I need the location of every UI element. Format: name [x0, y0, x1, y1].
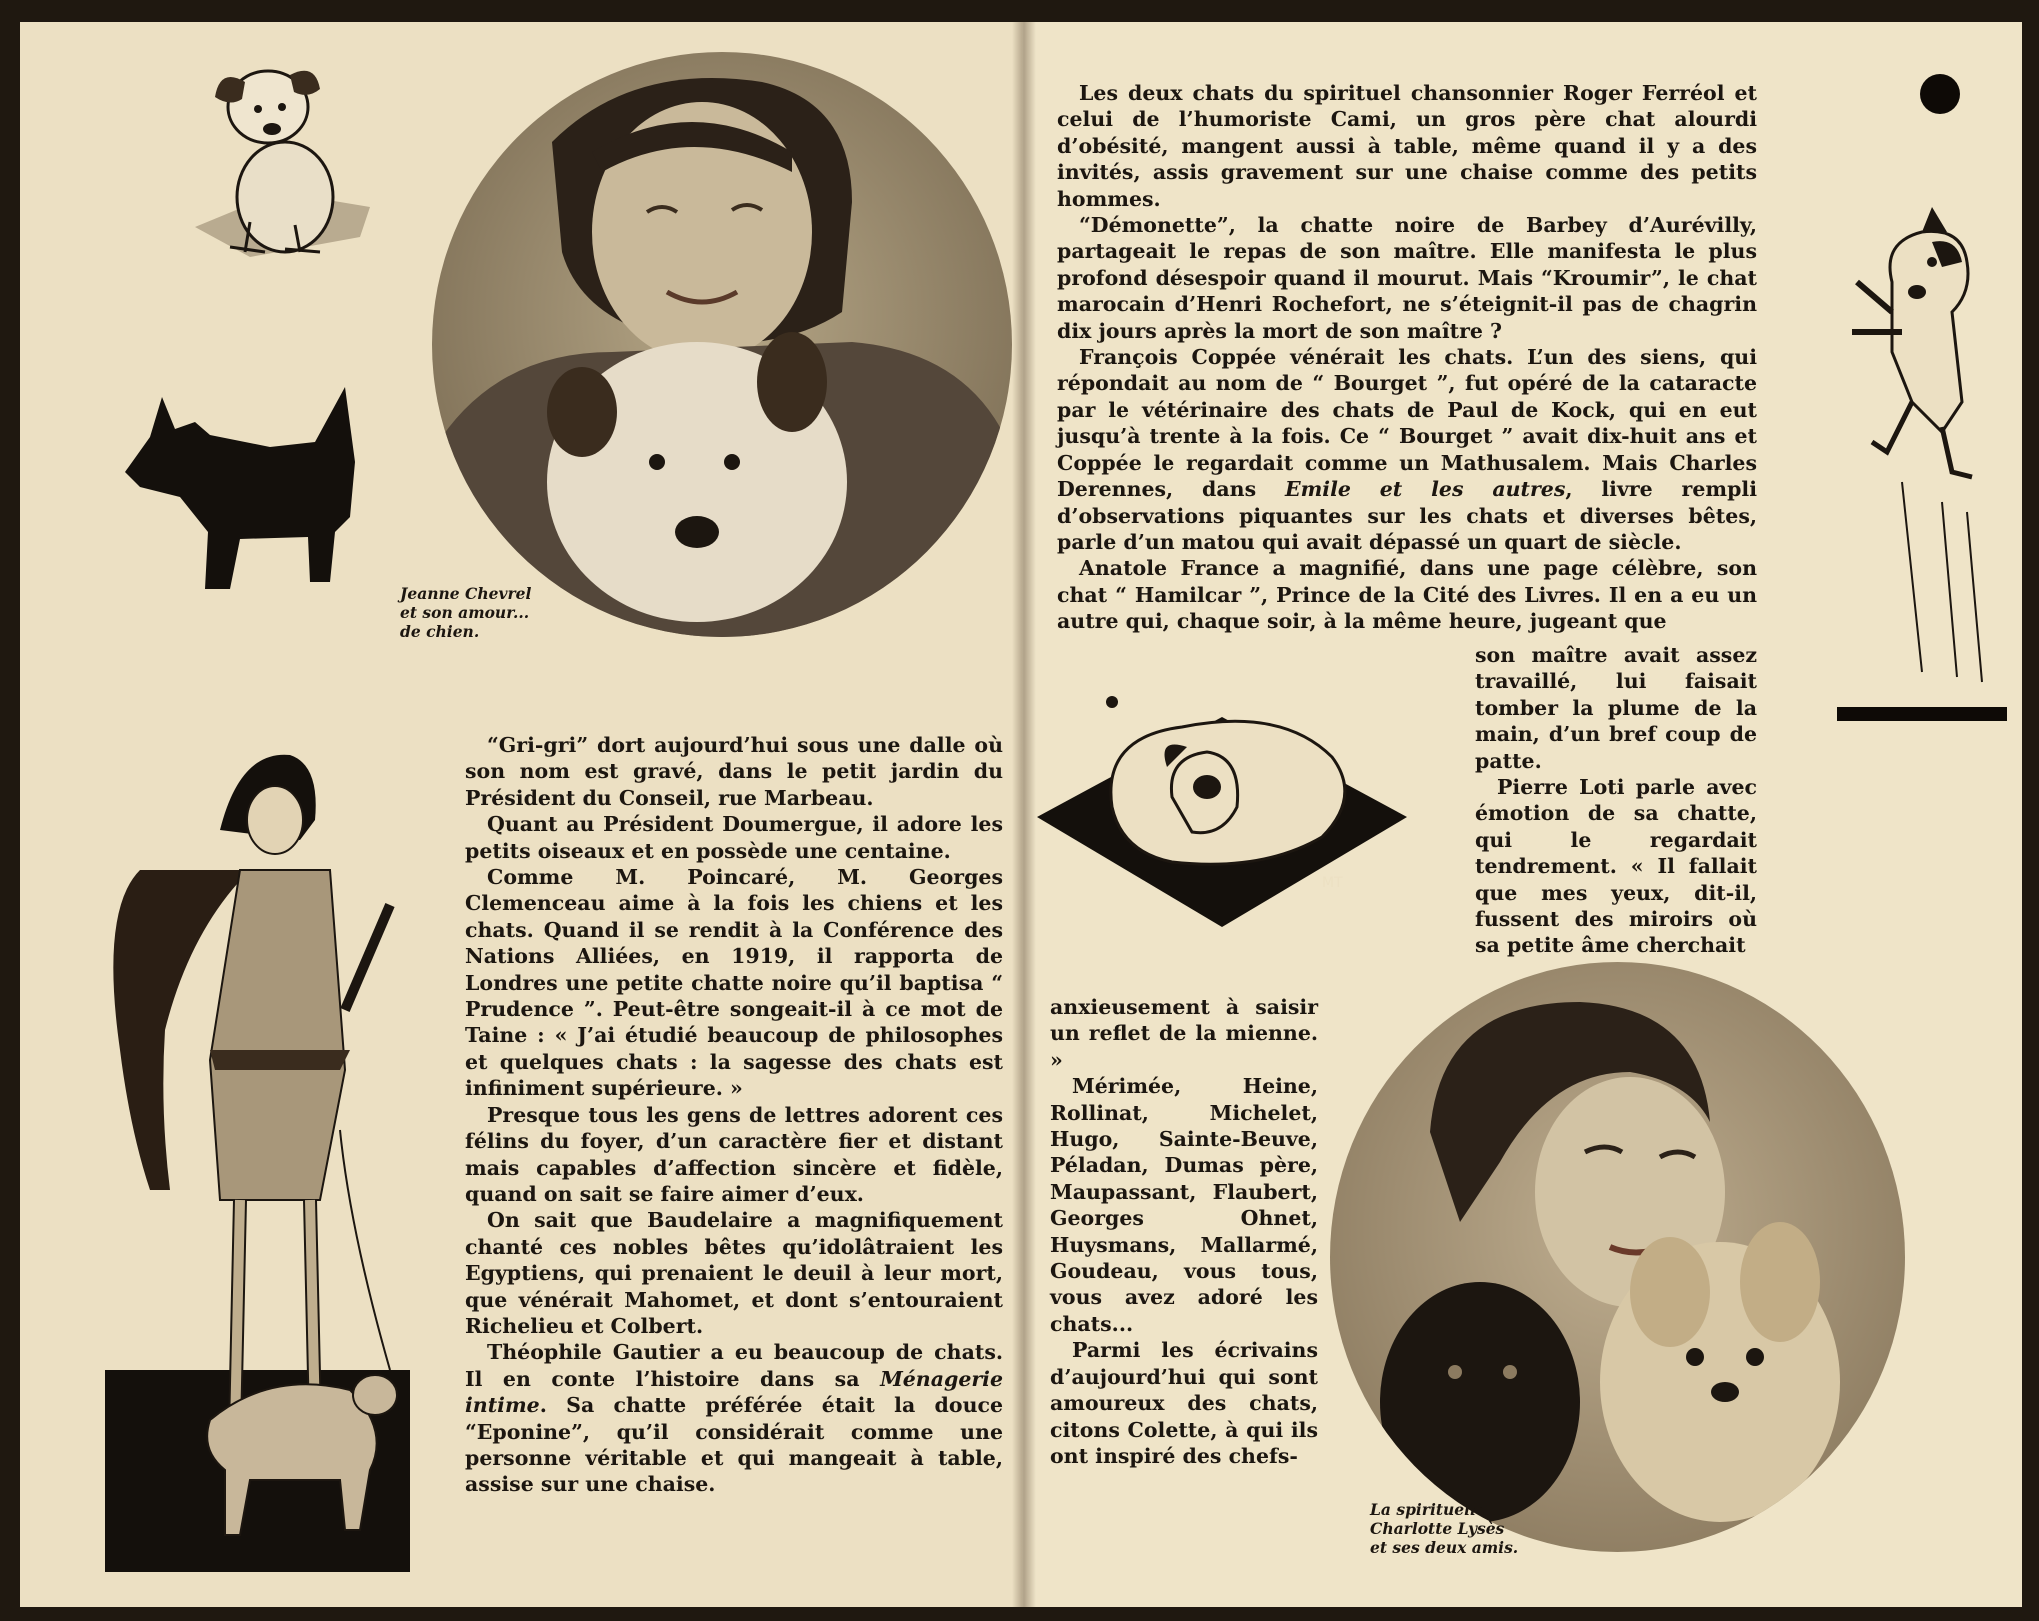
right-article-top [1057, 80, 1757, 635]
paragraph-loti-cont: anxieusement à saisir un reflet de la mienne. » [1050, 995, 1318, 1072]
jeanne-chevrel-photo [432, 52, 1012, 637]
svg-text:MT: MT [1322, 875, 1343, 891]
paragraph-ferreol: Les deux chats du spirituel chansonnier Roger Ferréol et celui de l’humoriste Cami, un gros père chat alourdi d’obésité, mangent aussi à table, même quand il y a des invités, assis gravement sur une chaise comme des petits hommes. [1057, 81, 1757, 211]
paragraph-anatole-cont: son maître avait assez travaillé, lui faisait tomber la plume de la main, d’un bref coup de patte. [1475, 643, 1757, 773]
page-bullet-dot [1920, 74, 1960, 114]
paragraph-ecrivains-list: Mérimée, Heine, Rollinat, Michelet, Hugo, Sainte-Beuve, Péladan, Dumas père, Maupassant, Flaubert, Georges Ohnet, Huysmans, Mallarmé, Goudeau, vous tous, vous avez adoré les chats... [1050, 1074, 1318, 1336]
scottie-dog-silhouette [120, 367, 370, 607]
paragraph-coppee: François Coppée vénérait les chats. L’un des siens, qui répondait au nom de “ Bourget ”, fut opéré de la cataracte par le vétérinaire des chats de Paul de Kock, qui en eut jusqu’à trente à la fois. Ce “ Bourget ” avait dix-huit ans et Coppée le regardait comme un Mathusalem. Mais Charles Derennes, dans Emile et les autres, livre rempli d’observations piquantes sur les chats et diverses bêtes, parle d’un matou qui avait dépassé un quart de siècle. [1057, 345, 1758, 554]
jumping-dog-illustration [1832, 202, 2012, 722]
paragraph-loti: Pierre Loti parle avec émotion de sa chatte, qui le regardait tendrement. « Il fallait que mes yeux, dit-il, fussent des miroirs où sa petite âme cherchait [1475, 775, 1757, 958]
paragraph-doumergue: Quant au Président Doumergue, il adore les petits oiseaux et en possède une centaine. [465, 812, 1003, 863]
paragraph-gens-de-lettres: Presque tous les gens de lettres adorent ces félins du foyer, d’un caractère fier et distant mais capables d’affection sincère et fidèle, quand on sait se faire aimer d’eux. [465, 1102, 1003, 1206]
paragraph-gri-gri: “Gri-gri” dort aujourd’hui sous une dalle où son nom est gravé, dans le petit jardin du Président du Conseil, rue Marbeau. [465, 733, 1003, 810]
right-bottom-column [1050, 994, 1318, 1469]
paragraph-demonette: “Démonette”, la chatte noire de Barbey d’Aurévilly, partageait le repas de son maître. Elle manifesta le plus profond désespoir quand il mourut. Mais “Kroumir”, le chat marocain d’Henri Rochefort, ne s’éteignit-il pas de chagrin dix jours après la mort de son maître ? [1057, 213, 1757, 343]
right-narrow-column [1475, 642, 1757, 959]
paragraph-colette: Parmi les écrivains d’aujourd’hui qui sont amoureux des chats, citons Colette, à qui ils ont inspiré des chefs- [1050, 1338, 1318, 1468]
sleeping-dog-on-cushion-illustration [1022, 677, 1422, 937]
paragraph-gautier: Théophile Gautier a eu beaucoup de chats. Il en conte l’histoire dans sa Ménagerie intime. Sa chatte préférée était la douce “Eponine”, qu’il considérait comme une personne véritable et qui mangeait à table, assise sur une chaise. [465, 1340, 1003, 1497]
paragraph-anatole-france: Anatole France a magnifié, dans une page célèbre, son chat “ Hamilcar ”, Prince de la Cité des Livres. Il en a eu un autre qui, chaque soir, à la même heure, jugeant que [1057, 556, 1757, 634]
left-article-column [465, 732, 1003, 1498]
left-page [20, 22, 1022, 1607]
caption-jeanne-chevrel: Jeanne Chevrel et son amour... de chien. [400, 584, 532, 641]
woman-walking-dog-illustration [90, 730, 430, 1575]
page-gutter [1012, 22, 1036, 1607]
caption-charlotte-lyses: La spirituelle Charlotte Lysès et ses deux amis. [1370, 1500, 1519, 1557]
paragraph-baudelaire: On sait que Baudelaire a magnifiquement chanté ces nobles bêtes qu’idolâtraient les Egyptiens, qui prenaient le deuil à leur mort, que vénérait Mahomet, et dont s’entouraient Richelieu et Colbert. [465, 1208, 1003, 1338]
book-title-emile: Emile et les autres [1284, 477, 1566, 502]
paragraph-clemenceau: Comme M. Poincaré, M. Georges Clemenceau aime à la fois les chiens et les chats. Quand il se rendit à la Conférence des Nations Alliées, en 1919, il rapporta de Londres une petite chatte noire qu’il baptisa “ Prudence ”. Peut-être songeait-il à ce mot de Taine : « J’ai étudié beaucoup de philosophes et quelques chats : la sagesse des chats est infiniment supérieure. » [465, 865, 1003, 1101]
charlotte-lyses-photo [1330, 962, 1905, 1552]
sitting-dog-illustration [190, 47, 380, 262]
right-page [1022, 22, 2022, 1607]
book-title-menagerie: Ménagerie intime [465, 1366, 1003, 1418]
